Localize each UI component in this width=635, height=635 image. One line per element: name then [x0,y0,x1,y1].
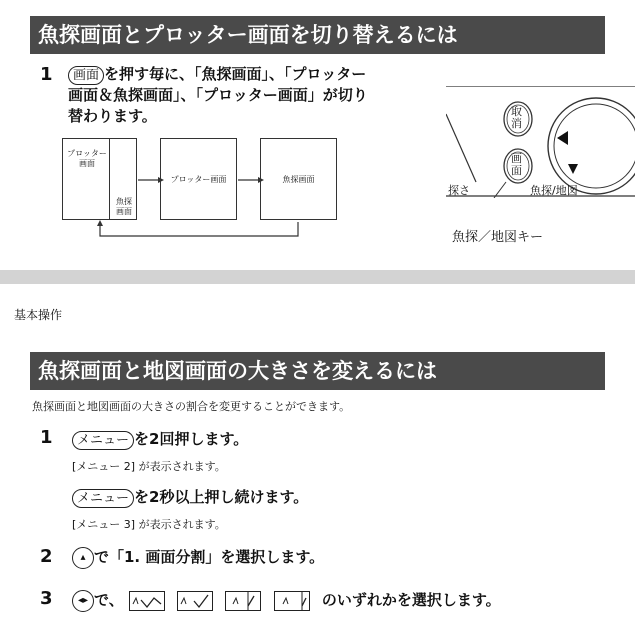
split-ratio-option-1-icon [129,591,165,611]
key-char: 画 [511,152,522,165]
step3-text [72,589,501,612]
step1-text [72,428,248,450]
step-number: 1 [40,64,53,85]
down-arrow-icon [568,164,578,174]
section1-title: 魚探画面とプロッター画面を切り替えるには [30,16,605,54]
cycle-arrows [60,130,350,242]
arrow-right-icon [258,177,264,183]
section1-step-text [68,64,438,127]
box-label: 画面 [116,207,132,216]
step-text: で「1. 画面分割」を選択します。 [94,548,325,566]
key-char: 面 [511,164,522,177]
panel-label: 魚探/地図 [530,184,578,197]
step-text-line: 画面＆魚探画面」、「プロッター画面」が切り [68,86,368,104]
up-down-key-icon: ▴ [72,547,94,569]
step-text-line: を押す毎に、「魚探画面」、「プロッター [104,65,367,83]
left-right-key-icon: ◂▸ [72,590,94,612]
cancel-key-label [511,106,522,130]
box-label: 魚探画面 [282,175,315,184]
section2-title: 魚探画面と地図画面の大きさを変えるには [30,352,605,390]
step-number: 3 [40,588,53,609]
section2-intro: 魚探画面と地図画面の大きさの割合を変更することができます。 [32,400,351,413]
key-char: 消 [511,117,522,130]
step-number: 2 [40,546,53,567]
split-ratio-option-3-icon [225,591,261,611]
step1b-text [72,486,308,508]
left-arrow-icon [557,131,568,145]
key-char: 取 [511,105,522,118]
step1b-note: [メニュー 3] が表示されます。 [72,518,226,531]
screen-key: 画面 [68,66,104,85]
device-panel-illustration [446,86,635,198]
arrow-up-icon [97,220,103,226]
step-text-line: 替わります。 [68,107,157,125]
page-divider [0,270,635,284]
box-label: プロッター [67,149,107,158]
step-text: を2回押します。 [134,430,249,448]
screen-key-label [511,153,522,177]
step2-text [72,546,324,569]
menu-key: メニュー [72,489,134,508]
key-caption: 魚探／地図キー [452,230,544,245]
step1-note: [メニュー 2] が表示されます。 [72,460,226,473]
panel-label: 探さ [448,184,470,197]
box-label: 魚探 [116,197,132,206]
box-label: 画面 [79,159,95,168]
return-arrow-line [100,222,298,236]
step-text: で、 [94,591,124,609]
menu-key: メニュー [72,431,134,450]
split-ratio-option-2-icon [177,591,213,611]
split-ratio-option-4-icon [274,591,310,611]
page-label: 基本操作 [14,308,63,322]
step-text: を2秒以上押し続けます。 [134,488,309,506]
step-number: 1 [40,427,53,448]
box-label: プロッター画面 [170,175,227,184]
step-text: のいずれかを選択します。 [321,591,501,609]
arrow-right-icon [158,177,164,183]
